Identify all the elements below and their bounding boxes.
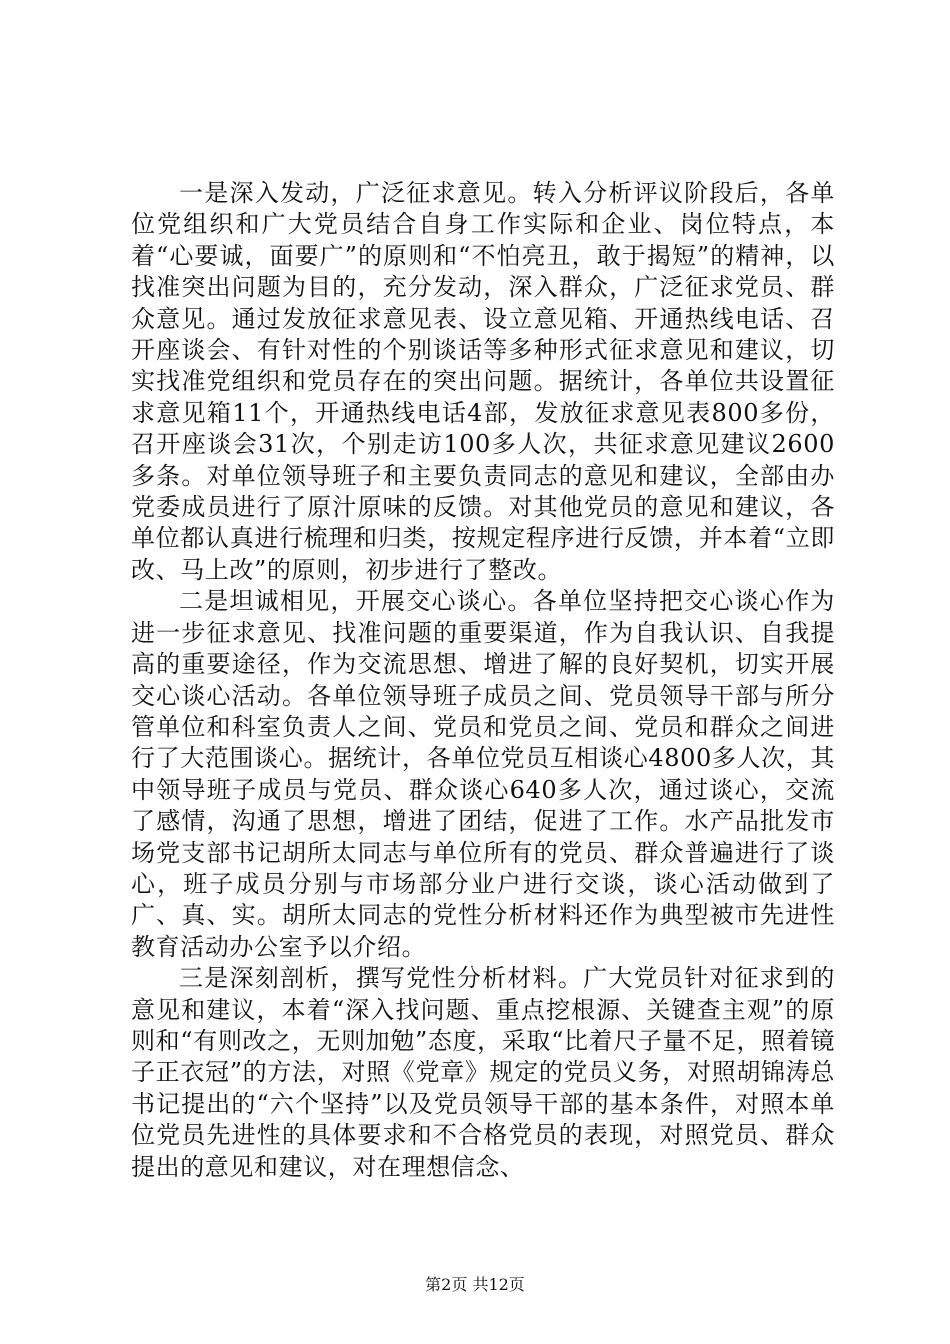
page-footer: 第2页 共12页 — [425, 1275, 525, 1294]
document-body — [131, 178, 835, 1183]
paragraph-3: 三是深刻剖析，撰写党性分析材料。广大党员针对征求到的意见和建议，本着“深入找问题、重点挖根源、关键查主观”的原则和“有则改之，无则加勉”态度，采取“比着尺子量不足，照着镜子正衣冠”的方法，对照《党章》规定的党员义务，对照胡锦涛总书记提出的“六个坚持”以及党员领导干部的基本条件，对照本单位党员先进性的具体要求和不合格党员的表现，对照党员、群众提出的意见和建议，对在理想信念、 — [131, 964, 835, 1181]
paragraph-1: 一是深入发动，广泛征求意见。转入分析评议阶段后，各单位党组织和广大党员结合自身工作实际和企业、岗位特点，本着“心要诚，面要广”的原则和“不怕亮丑，敢于揭短”的精神，以找准突出问题为目的，充分发动，深入群众，广泛征求党员、群众意见。通过发放征求意见表、设立意见箱、开通热线电话、召开座谈会、有针对性的个别谈话等多种形式征求意见和建议，切实找准党组织和党员存在的突出问题。据统计，各单位共设置征求意见箱11个，开通热线电话4部，发放征求意见表800多份，召开座谈会31次，个别走访100多人次，共征求意见建议2600多条。对单位领导班子和主要负责同志的意见和建议，全部由办党委成员进行了原汁原味的反馈。对其他党员的意见和建议，各单位都认真进行梳理和归类，按规定程序进行反馈，并本着“立即改、马上改”的原则，初步进行了整改。 — [131, 179, 835, 584]
paragraph-2: 二是坦诚相见，开展交心谈心。各单位坚持把交心谈心作为进一步征求意见、找准问题的重要渠道，作为自我认识、自我提高的重要途径，作为交流思想、增进了解的良好契机，切实开展交心谈心活动。各单位领导班子成员之间、党员领导干部与所分管单位和科室负责人之间、党员和党员之间、党员和群众之间进行了大范围谈心。据统计，各单位党员互相谈心4800多人次，其中领导班子成员与党员、群众谈心640多人次，通过谈心，交流了感情，沟通了思想，增进了团结，促进了工作。水产品批发市场党支部书记胡所太同志与单位所有的党员、群众普遍进行了谈心，班子成员分别与市场部分业户进行交谈，谈心活动做到了广、真、实。胡所太同志的党性分析材料还作为典型被市先进性教育活动办公室予以介绍。 — [131, 587, 835, 961]
